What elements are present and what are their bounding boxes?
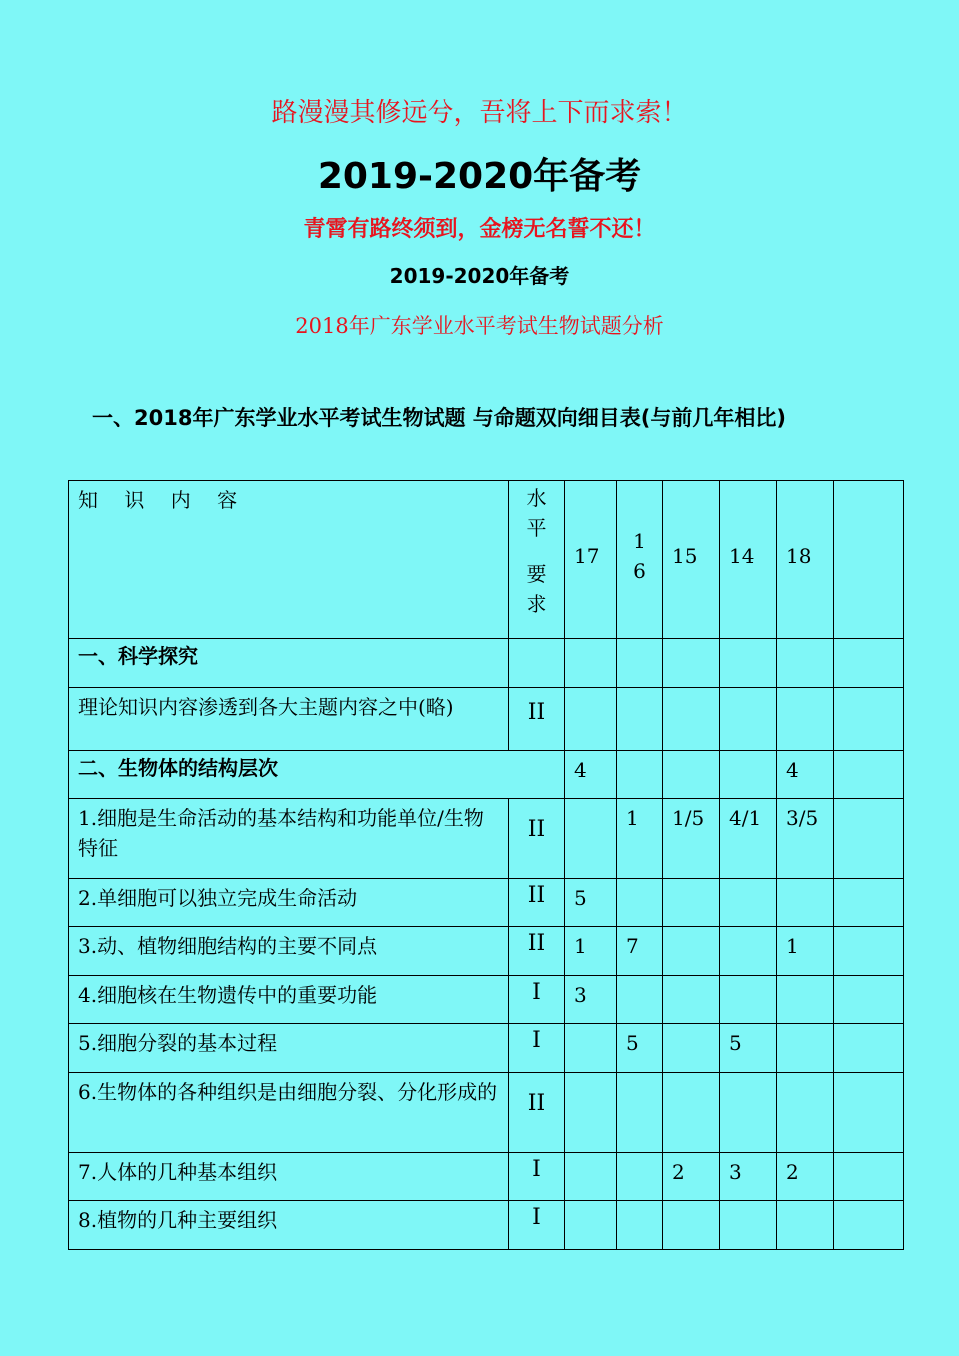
table-row: [69, 1073, 904, 1153]
row-extra: [834, 927, 904, 976]
row-y18: [777, 1024, 834, 1073]
row-y14: 3: [720, 1153, 777, 1201]
row-y14: [720, 1201, 777, 1250]
row-y16: 7: [617, 927, 663, 976]
row-y18: [777, 688, 834, 751]
row-y15: [663, 976, 720, 1024]
row-y17: [565, 799, 617, 879]
row-extra: [834, 1201, 904, 1250]
row-y14: 5: [720, 1024, 777, 1073]
row-level: [509, 639, 565, 688]
row-level: I: [509, 1024, 565, 1073]
row-y15: [663, 639, 720, 688]
row-content: 2.单细胞可以独立完成生命活动: [69, 879, 509, 927]
row-y15: [663, 1073, 720, 1153]
header-year-14: 14: [720, 481, 777, 639]
table-row: [69, 1153, 904, 1201]
row-content: 5.细胞分裂的基本过程: [69, 1024, 509, 1073]
row-y18: 4: [777, 751, 834, 799]
row-y17: [565, 1024, 617, 1073]
row-content: 3.动、植物细胞结构的主要不同点: [69, 927, 509, 976]
row-y16: 1: [617, 799, 663, 879]
row-y17: 5: [565, 879, 617, 927]
table-row: [69, 799, 904, 879]
row-y16: [617, 639, 663, 688]
row-y15: [663, 927, 720, 976]
row-extra: [834, 879, 904, 927]
row-level: I: [509, 976, 565, 1024]
row-level: II: [509, 879, 565, 927]
row-extra: [834, 1153, 904, 1201]
row-y18: [777, 1201, 834, 1250]
table-row: [69, 927, 904, 976]
table-row: [69, 976, 904, 1024]
row-level: II: [509, 688, 565, 751]
table-header-row: [69, 481, 904, 639]
row-level: II: [509, 927, 565, 976]
row-y15: [663, 751, 720, 799]
row-y14: [720, 751, 777, 799]
row-y17: 1: [565, 927, 617, 976]
row-y16: 5: [617, 1024, 663, 1073]
row-y16: [617, 751, 663, 799]
row-y15: 2: [663, 1153, 720, 1201]
row-y15: 1/5: [663, 799, 720, 879]
table-row: [69, 1024, 904, 1073]
row-level: I: [509, 1153, 565, 1201]
row-extra: [834, 1073, 904, 1153]
row-y15: [663, 879, 720, 927]
main-title: 2019-2020年备考: [317, 156, 642, 197]
row-y18: [777, 639, 834, 688]
row-extra: [834, 976, 904, 1024]
row-y14: 4/1: [720, 799, 777, 879]
header-knowledge-content: 知 识 内 容: [69, 481, 509, 639]
row-level: I: [509, 1201, 565, 1250]
row-y14: [720, 1073, 777, 1153]
secondary-title: 2019-2020年备考: [389, 264, 570, 288]
row-extra: [834, 751, 904, 799]
row-content: 4.细胞核在生物遗传中的重要功能: [69, 976, 509, 1024]
row-y18: [777, 1073, 834, 1153]
row-y14: [720, 927, 777, 976]
header-level-requirement: 水 平 要 求: [509, 481, 565, 639]
row-y16: [617, 1153, 663, 1201]
row-extra: [834, 639, 904, 688]
header-year-18: 18: [777, 481, 834, 639]
row-y18: 1: [777, 927, 834, 976]
header-year-16: 1 6: [617, 481, 663, 639]
row-content: 二、生物体的结构层次: [69, 751, 565, 799]
row-y17: [565, 1073, 617, 1153]
section-heading: 一、2018年广东学业水平考试生物试题 与命题双向细目表(与前几年相比): [92, 406, 786, 430]
row-y16: [617, 879, 663, 927]
row-y16: [617, 976, 663, 1024]
row-y14: [720, 976, 777, 1024]
row-y18: [777, 879, 834, 927]
row-extra: [834, 799, 904, 879]
row-y15: [663, 688, 720, 751]
row-extra: [834, 1024, 904, 1073]
row-y17: 3: [565, 976, 617, 1024]
row-y15: [663, 1201, 720, 1250]
row-y16: [617, 688, 663, 751]
motto-top: 路漫漫其修远兮，吾将上下而求索！: [271, 98, 688, 128]
row-y17: [565, 688, 617, 751]
document-subtitle: 2018年广东学业水平考试生物试题分析: [295, 314, 664, 338]
row-content: 6.生物体的各种组织是由细胞分裂、分化形成的: [69, 1073, 509, 1153]
row-y17: [565, 1153, 617, 1201]
row-y18: [777, 976, 834, 1024]
row-content: 1.细胞是生命活动的基本结构和功能单位/生物特征: [69, 799, 509, 879]
row-content: 理论知识内容渗透到各大主题内容之中(略): [69, 688, 509, 751]
row-y18: 2: [777, 1153, 834, 1201]
row-content: 8.植物的几种主要组织: [69, 1201, 509, 1250]
table-row: [69, 1201, 904, 1250]
row-level: II: [509, 1073, 565, 1153]
table-row: [69, 751, 904, 799]
row-content: 一、科学探究: [69, 639, 509, 688]
table-row: [69, 688, 904, 751]
row-y14: [720, 879, 777, 927]
row-y16: [617, 1201, 663, 1250]
row-y17: 4: [565, 751, 617, 799]
row-y15: [663, 1024, 720, 1073]
header-year-17: 17: [565, 481, 617, 639]
header-year-15: 15: [663, 481, 720, 639]
header-extra: [834, 481, 904, 639]
row-y18: 3/5: [777, 799, 834, 879]
row-y17: [565, 1201, 617, 1250]
motto-second: 青霄有路终须到，金榜无名誓不还！: [303, 217, 656, 242]
row-y17: [565, 639, 617, 688]
table-row: [69, 879, 904, 927]
row-extra: [834, 688, 904, 751]
row-level: II: [509, 799, 565, 879]
table-row: [69, 639, 904, 688]
specification-table: [68, 480, 904, 1250]
row-content: 7.人体的几种基本组织: [69, 1153, 509, 1201]
row-y16: [617, 1073, 663, 1153]
row-y14: [720, 639, 777, 688]
row-y14: [720, 688, 777, 751]
